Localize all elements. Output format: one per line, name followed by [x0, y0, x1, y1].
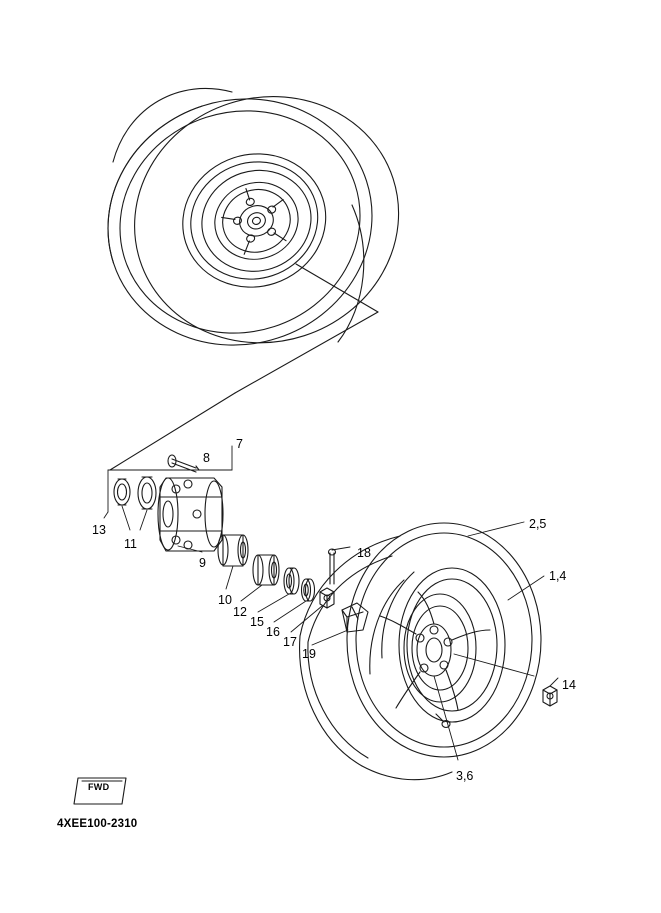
callout-11: 11	[124, 537, 137, 551]
callout-2-5: 2,5	[529, 517, 547, 531]
part-15-washer	[284, 568, 299, 594]
callout-leaders	[104, 446, 350, 645]
callout-14: 14	[562, 678, 576, 692]
leader-top-wheel-2	[235, 312, 378, 393]
leader-top-wheel-3	[110, 393, 235, 470]
callout-15: 15	[250, 615, 264, 629]
part-12-bearing	[253, 555, 279, 585]
callout-19: 19	[302, 647, 316, 661]
callout-7: 7	[236, 437, 243, 451]
callout-1-4: 1,4	[549, 569, 567, 583]
part-10-collar	[218, 535, 248, 566]
leader-top-wheel	[296, 264, 378, 312]
part-7-wheel-hub	[158, 478, 223, 551]
part-19-hub-cap	[342, 603, 368, 632]
callout-18: 18	[357, 546, 371, 560]
callout-9: 9	[199, 556, 206, 570]
part-18-cotter-pin	[329, 549, 336, 584]
part-14-nut	[543, 686, 557, 706]
part-11-bearing	[138, 477, 156, 509]
callout-leaders-bottom	[434, 522, 558, 760]
part-13-oil-seal	[114, 479, 130, 505]
callout-8: 8	[203, 451, 210, 465]
front-wheel-assembly-bottom	[300, 523, 541, 780]
rear-wheel-assembly-top	[76, 57, 431, 385]
callout-17: 17	[283, 635, 297, 649]
part-17-nut	[320, 588, 334, 608]
callout-10: 10	[218, 593, 232, 607]
part-16-lock-washer	[302, 579, 315, 601]
part-8-bolt	[168, 455, 199, 472]
fwd-direction-label: FWD	[88, 782, 110, 792]
diagram-part-number: 4XEE100-2310	[57, 818, 138, 830]
callout-3-6: 3,6	[456, 769, 474, 783]
callout-16: 16	[266, 625, 280, 639]
callout-12: 12	[233, 605, 247, 619]
callout-13: 13	[92, 523, 106, 537]
